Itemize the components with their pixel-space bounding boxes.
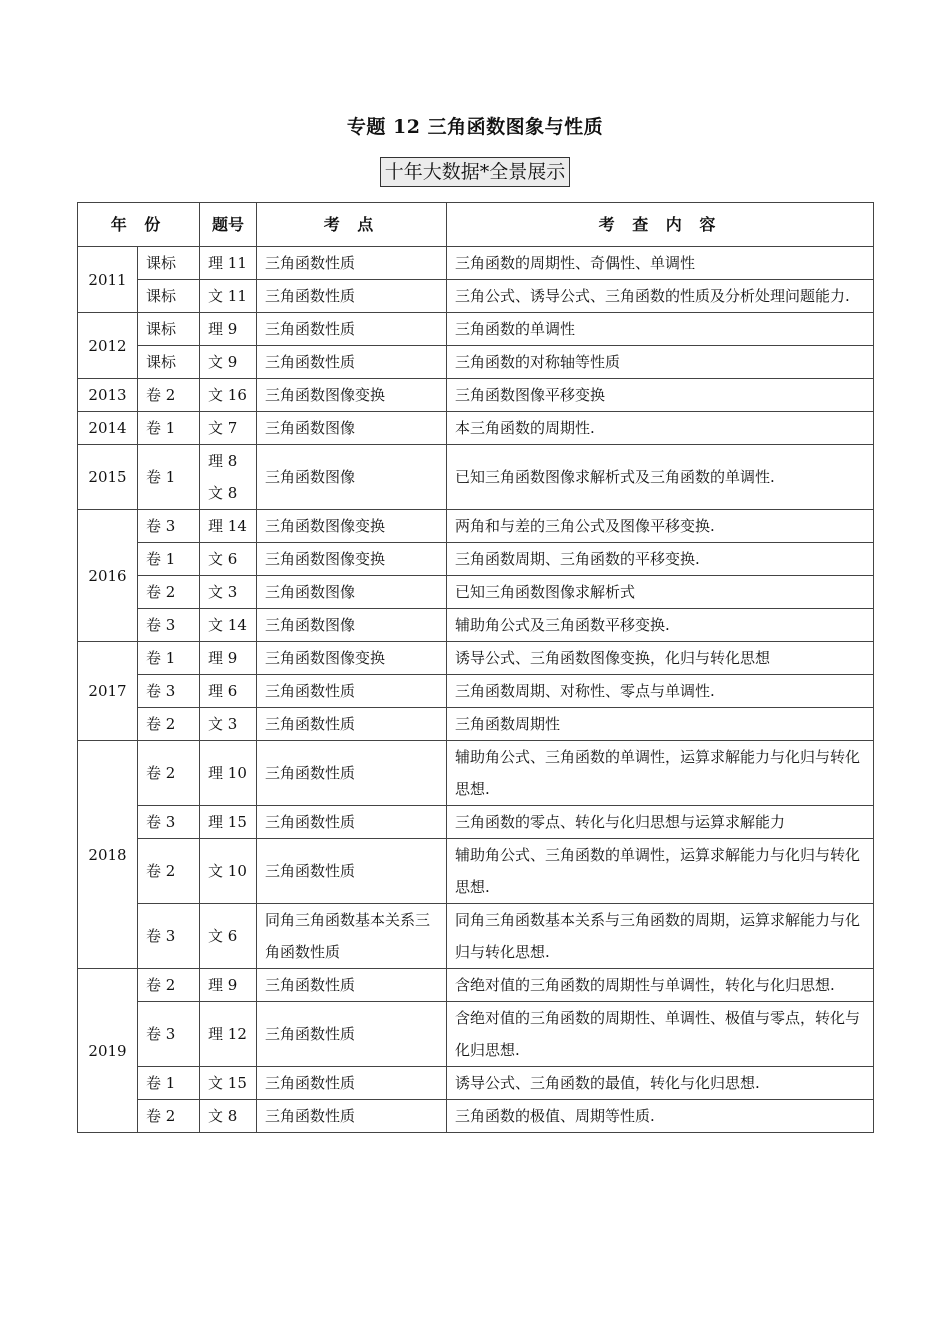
page-title: 专题 12 三角函数图象与性质 xyxy=(346,116,604,138)
content-cell: 三角函数的零点、转化与化归思想与运算求解能力 xyxy=(447,806,874,839)
content-cell: 含绝对值的三角函数的周期性与单调性，转化与化归思想. xyxy=(447,969,874,1002)
num-cell: 文 8 xyxy=(200,1100,257,1133)
content-cell: 辅助角公式、三角函数的单调性，运算求解能力与化归与转化思想. xyxy=(447,839,874,904)
year-cell: 2015 xyxy=(78,445,138,510)
num-cell: 理 9 xyxy=(200,313,257,346)
num-cell: 文 7 xyxy=(200,412,257,445)
point-cell: 三角函数性质 xyxy=(257,675,447,708)
point-cell: 三角函数性质 xyxy=(257,839,447,904)
paper-cell: 卷 2 xyxy=(138,379,200,412)
point-cell: 三角函数图像 xyxy=(257,576,447,609)
content-cell: 诱导公式、三角函数图像变换，化归与转化思想 xyxy=(447,642,874,675)
content-cell: 三角函数周期性 xyxy=(447,708,874,741)
num-cell xyxy=(200,445,257,510)
year-cell: 2012 xyxy=(78,313,138,379)
num-cell: 理 9 xyxy=(200,642,257,675)
content-cell: 含绝对值的三角函数的周期性、单调性、极值与零点，转化与化归思想. xyxy=(447,1002,874,1067)
paper-cell: 课标 xyxy=(138,313,200,346)
num-line-1: 理 8 xyxy=(208,452,238,470)
point-cell: 三角函数性质 xyxy=(257,1002,447,1067)
point-cell: 三角函数图像 xyxy=(257,412,447,445)
num-cell: 理 6 xyxy=(200,675,257,708)
paper-cell: 卷 2 xyxy=(138,839,200,904)
year-cell: 2016 xyxy=(78,510,138,642)
year-cell: 2011 xyxy=(78,247,138,313)
table-row xyxy=(78,445,874,510)
point-cell: 三角函数性质 xyxy=(257,806,447,839)
content-cell: 三角公式、诱导公式、三角函数的性质及分析处理问题能力. xyxy=(447,280,874,313)
num-line-2: 文 8 xyxy=(208,484,238,502)
paper-cell: 卷 2 xyxy=(138,1100,200,1133)
content-cell: 三角函数图像平移变换 xyxy=(447,379,874,412)
paper-cell: 卷 1 xyxy=(138,642,200,675)
table-row xyxy=(78,708,874,741)
table-row xyxy=(78,806,874,839)
header-content: 考 查 内 容 xyxy=(447,203,874,247)
paper-cell: 卷 2 xyxy=(138,708,200,741)
point-cell: 三角函数性质 xyxy=(257,247,447,280)
num-cell: 文 11 xyxy=(200,280,257,313)
year-cell: 2014 xyxy=(78,412,138,445)
content-cell: 同角三角函数基本关系与三角函数的周期，运算求解能力与化归与转化思想. xyxy=(447,904,874,969)
paper-cell: 卷 1 xyxy=(138,1067,200,1100)
content-cell: 辅助角公式、三角函数的单调性，运算求解能力与化归与转化思想. xyxy=(447,741,874,806)
paper-cell: 卷 2 xyxy=(138,576,200,609)
paper-cell: 卷 3 xyxy=(138,675,200,708)
point-cell: 三角函数图像变换 xyxy=(257,510,447,543)
num-cell: 文 3 xyxy=(200,576,257,609)
header-year: 年 份 xyxy=(78,203,200,247)
num-cell: 文 14 xyxy=(200,609,257,642)
table-row xyxy=(78,904,874,969)
point-cell: 三角函数性质 xyxy=(257,1100,447,1133)
paper-cell: 卷 3 xyxy=(138,806,200,839)
num-cell: 理 9 xyxy=(200,969,257,1002)
table-row xyxy=(78,1100,874,1133)
table-header-row xyxy=(78,203,874,247)
table-row xyxy=(78,313,874,346)
table-row xyxy=(78,543,874,576)
table-row xyxy=(78,642,874,675)
paper-cell: 卷 1 xyxy=(138,412,200,445)
point-cell: 三角函数性质 xyxy=(257,1067,447,1100)
point-cell: 三角函数图像 xyxy=(257,609,447,642)
section-banner: 十年大数据*全景展示 xyxy=(380,157,571,187)
table-row xyxy=(78,412,874,445)
table-row xyxy=(78,510,874,543)
table-row xyxy=(78,346,874,379)
num-cell: 理 12 xyxy=(200,1002,257,1067)
paper-cell: 课标 xyxy=(138,280,200,313)
point-cell: 三角函数性质 xyxy=(257,313,447,346)
table-row xyxy=(78,576,874,609)
paper-cell: 卷 3 xyxy=(138,904,200,969)
num-cell: 文 3 xyxy=(200,708,257,741)
year-cell: 2013 xyxy=(78,379,138,412)
point-cell: 三角函数性质 xyxy=(257,969,447,1002)
num-cell: 文 16 xyxy=(200,379,257,412)
content-cell: 已知三角函数图像求解析式及三角函数的单调性. xyxy=(447,445,874,510)
content-cell: 三角函数周期、对称性、零点与单调性. xyxy=(447,675,874,708)
content-cell: 已知三角函数图像求解析式 xyxy=(447,576,874,609)
point-cell: 三角函数性质 xyxy=(257,708,447,741)
num-cell: 文 6 xyxy=(200,543,257,576)
table-row xyxy=(78,675,874,708)
content-cell: 三角函数的对称轴等性质 xyxy=(447,346,874,379)
point-cell: 三角函数图像变换 xyxy=(257,379,447,412)
num-cell: 理 10 xyxy=(200,741,257,806)
paper-cell: 课标 xyxy=(138,346,200,379)
table-row xyxy=(78,1002,874,1067)
point-cell: 同角三角函数基本关系三角函数性质 xyxy=(257,904,447,969)
banner-wrap xyxy=(0,157,950,187)
content-cell: 三角函数的周期性、奇偶性、单调性 xyxy=(447,247,874,280)
header-point: 考 点 xyxy=(257,203,447,247)
content-cell: 辅助角公式及三角函数平移变换. xyxy=(447,609,874,642)
num-cell: 理 14 xyxy=(200,510,257,543)
table-row xyxy=(78,839,874,904)
content-cell: 三角函数的极值、周期等性质. xyxy=(447,1100,874,1133)
point-cell: 三角函数图像变换 xyxy=(257,543,447,576)
table-row xyxy=(78,609,874,642)
year-cell: 2017 xyxy=(78,642,138,741)
content-cell: 三角函数的单调性 xyxy=(447,313,874,346)
num-cell: 文 6 xyxy=(200,904,257,969)
point-cell: 三角函数性质 xyxy=(257,741,447,806)
num-cell: 文 15 xyxy=(200,1067,257,1100)
year-cell: 2019 xyxy=(78,969,138,1133)
paper-cell: 卷 3 xyxy=(138,510,200,543)
paper-cell: 卷 3 xyxy=(138,1002,200,1067)
point-cell: 三角函数性质 xyxy=(257,280,447,313)
content-cell: 本三角函数的周期性. xyxy=(447,412,874,445)
num-cell: 文 10 xyxy=(200,839,257,904)
content-cell: 两角和与差的三角公式及图像平移变换. xyxy=(447,510,874,543)
table-row xyxy=(78,969,874,1002)
point-cell: 三角函数图像 xyxy=(257,445,447,510)
paper-cell: 卷 2 xyxy=(138,969,200,1002)
num-cell: 理 11 xyxy=(200,247,257,280)
table-row xyxy=(78,379,874,412)
point-cell: 三角函数性质 xyxy=(257,346,447,379)
table-row xyxy=(78,280,874,313)
paper-cell: 课标 xyxy=(138,247,200,280)
num-cell: 理 15 xyxy=(200,806,257,839)
header-num: 题号 xyxy=(200,203,257,247)
num-cell: 文 9 xyxy=(200,346,257,379)
content-cell: 诱导公式、三角函数的最值，转化与化归思想. xyxy=(447,1067,874,1100)
point-cell: 三角函数图像变换 xyxy=(257,642,447,675)
paper-cell: 卷 2 xyxy=(138,741,200,806)
table-row xyxy=(78,1067,874,1100)
paper-cell: 卷 3 xyxy=(138,609,200,642)
year-cell: 2018 xyxy=(78,741,138,969)
exam-table xyxy=(77,202,874,1133)
paper-cell: 卷 1 xyxy=(138,543,200,576)
table-row xyxy=(78,741,874,806)
paper-cell: 卷 1 xyxy=(138,445,200,510)
content-cell: 三角函数周期、三角函数的平移变换. xyxy=(447,543,874,576)
table-row xyxy=(78,247,874,280)
